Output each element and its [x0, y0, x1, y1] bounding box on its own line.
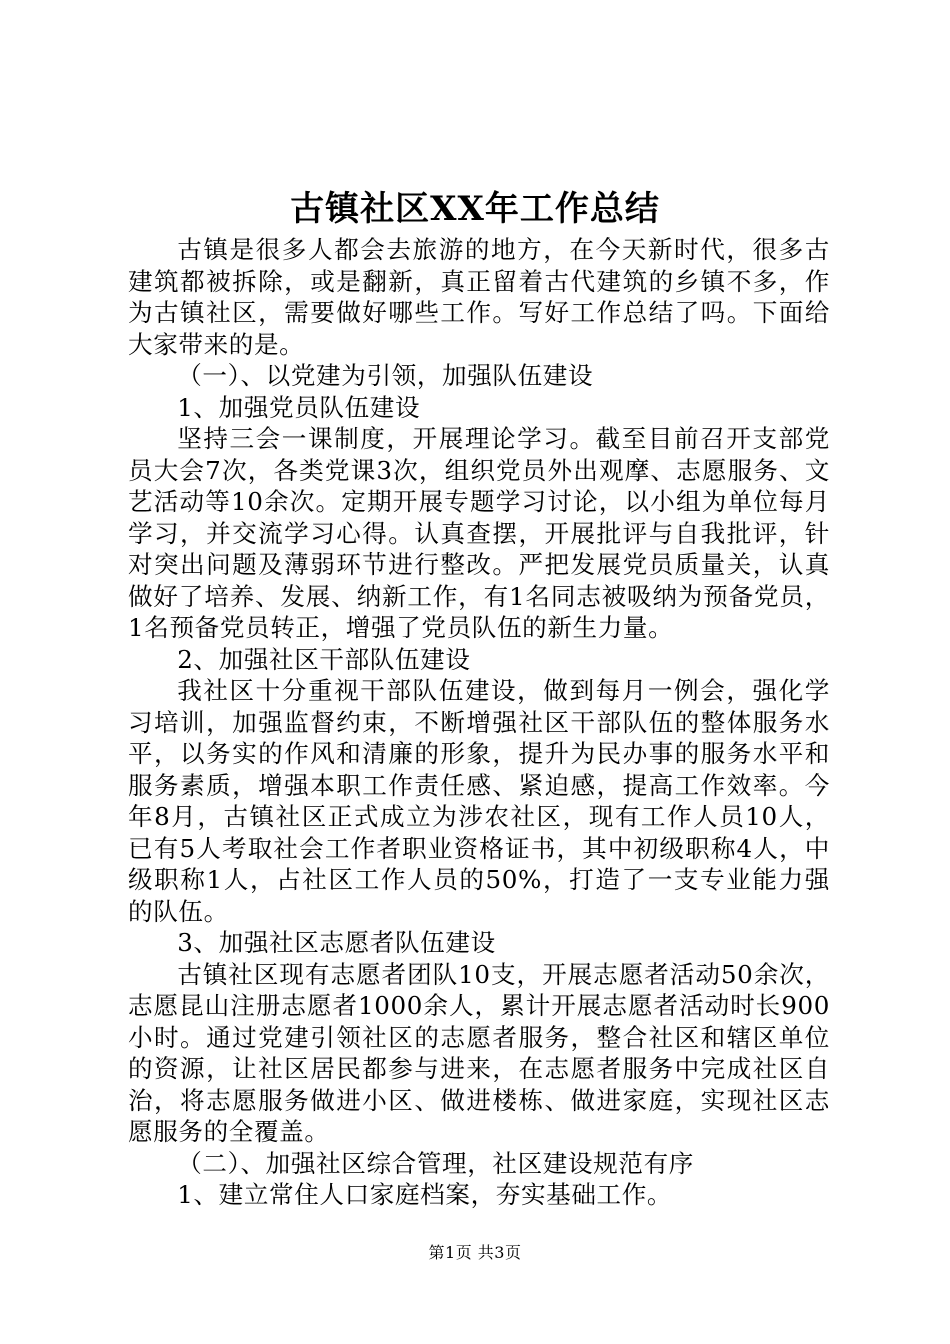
section-heading-2: （二）、加强社区综合管理，社区建设规范有序 — [177, 1148, 694, 1178]
subsection-heading-1: 1、加强党员队伍建设 — [177, 392, 421, 422]
intro-paragraph: 古镇是很多人都会去旅游的地方，在今天新时代，很多古建筑都被拆除，或是翻新，真正留着古代建筑的乡镇不多，作为古镇社区，需要做好哪些工作。写好工作总结了吗。下面给大家带来的是。 — [128, 235, 830, 359]
page-number-footer: 第1页 共3页 — [428, 1243, 522, 1262]
subsection-heading-3: 3、加强社区志愿者队伍建设 — [177, 928, 496, 957]
section-heading-1: （一）、以党建为引领，加强队伍建设 — [177, 361, 594, 390]
document-body — [128, 234, 830, 1211]
body-paragraph-2: 我社区十分重视干部队伍建设，做到每月一例会，强化学习培训，加强监督约束，不断增强社区干部队伍的整体服务水平，以务实的作风和清廉的形象，提升为民办事的服务水平和服务素质，增强本职工作责任感、紧迫感，提高工作效率。今年8月，古镇社区正式成立为涉农社区，现有工作人员10人，已有5人考取社会工作者职业资格证书，其中初级职称4人，中级职称1人，占社区工作人员的50%，打造了一支专业能力强的队伍。 — [128, 676, 830, 926]
subsection-heading-4: 1、建立常住人口家庭档案，夯实基础工作。 — [177, 1180, 673, 1209]
body-paragraph-1: 坚持三会一课制度，开展理论学习。截至目前召开支部党员大会7次，各类党课3次，组织党员外出观摩、志愿服务、文艺活动等10余次。定期开展专题学习讨论，以小组为单位每月学习，并交流学习心得。认真查摆，开展批评与自我批评，针对突出问题及薄弱环节进行整改。严把发展党员质量关，认真做好了培养、发展、纳新工作，有1名同志被吸纳为预备党员，1名预备党员转正，增强了党员队伍的新生力量。 — [128, 424, 830, 642]
subsection-heading-2: 2、加强社区干部队伍建设 — [177, 644, 471, 674]
body-paragraph-3: 古镇社区现有志愿者团队10支，开展志愿者活动50余次，志愿昆山注册志愿者1000余人，累计开展志愿者活动时长900小时。通过党建引领社区的志愿者服务，整合社区和辖区单位的资源，让社区居民都参与进来，在志愿者服务中完成社区自治，将志愿服务做进小区、做进楼栋、做进家庭，实现社区志愿服务的全覆盖。 — [128, 959, 830, 1146]
document-title: 古镇社区XX年工作总结 — [290, 189, 660, 229]
